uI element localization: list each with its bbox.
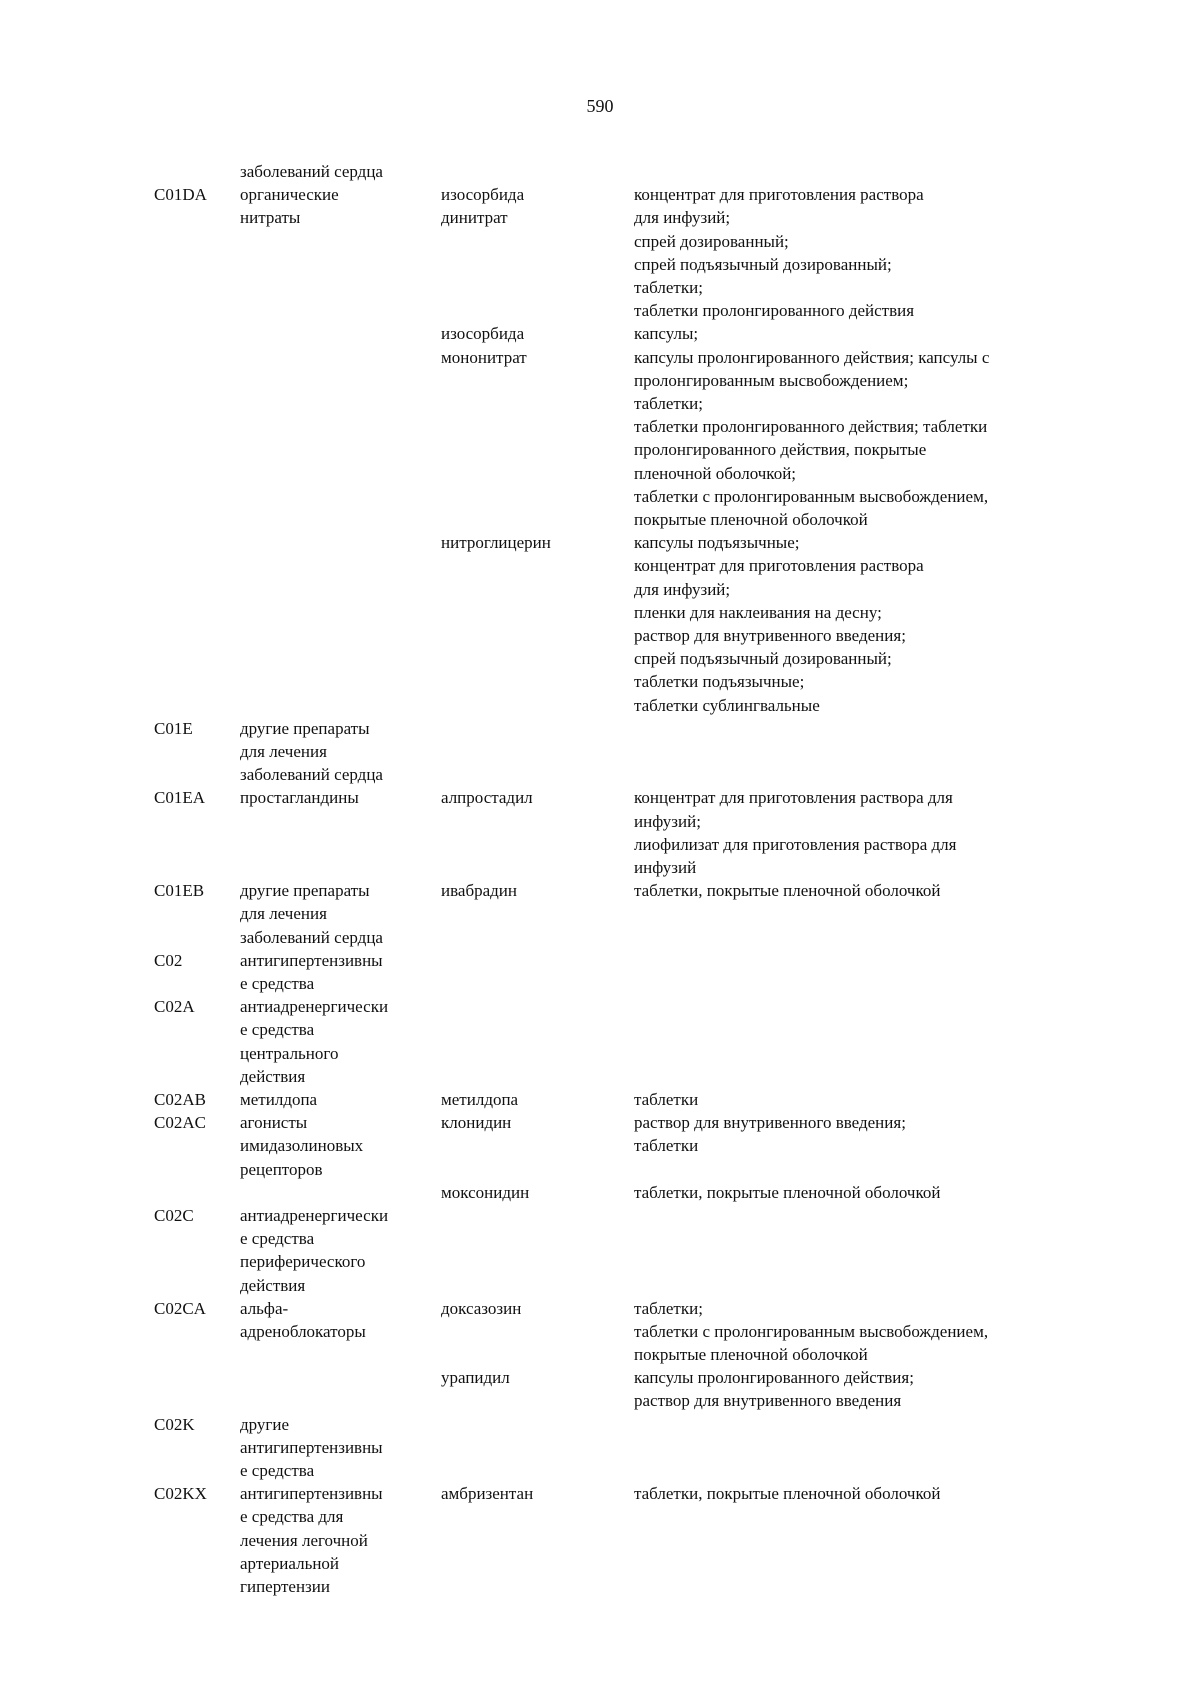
dosage-form: раствор для внутривенного введения; [634,625,906,645]
atc-group-name: простагландины [240,788,359,808]
table-row [0,949,1200,995]
atc-group-name: органические [240,185,339,205]
atc-group-name: антигипертензивны [240,1437,383,1457]
table-row [0,717,1200,787]
dosage-form: таблетки сублингвальные [634,695,820,715]
dosage-form: таблетки пролонгированного действия; таблетки [634,417,988,437]
atc-group-name: заболеваний сердца [240,927,383,947]
atc-group-name: другие препараты [240,881,370,901]
table-row [0,786,1200,879]
table-row [0,531,1200,717]
atc-group-name: для лечения [240,741,327,761]
table-row [0,1482,1200,1598]
atc-group-name: адреноблокаторы [240,1321,366,1341]
atc-group-name: е средства для [240,1507,344,1527]
atc-group-name: антигипертензивны [240,950,383,970]
atc-group-name: альфа- [240,1298,289,1318]
atc-group-name: центрального [240,1043,339,1063]
drug-name: метилдопа [441,1089,519,1109]
dosage-form: капсулы; [634,324,699,344]
dosage-form: таблетки [634,1136,699,1156]
dosage-form: пленочной оболочкой; [634,463,797,483]
atc-code: C02C [154,1205,194,1225]
dosage-form: таблетки; [634,393,703,413]
atc-group-name: нитраты [240,208,301,228]
table-row [0,160,1200,183]
atc-group-name: метилдопа [240,1089,318,1109]
dosage-form: лиофилизат для приготовления раствора для [634,834,957,854]
table-row [0,1088,1200,1111]
dosage-form: таблетки, покрытые пленочной оболочкой [634,1182,941,1202]
atc-code: C02AC [154,1113,206,1133]
dosage-form: пленки для наклеивания на десну; [634,602,882,622]
drug-name: алпростадил [441,788,533,808]
atc-group-name: лечения легочной [240,1530,368,1550]
atc-code: C02A [154,997,195,1017]
drug-name: динитрат [441,208,508,228]
atc-group-name: заболеваний сердца [240,765,383,785]
atc-code: C02AB [154,1089,206,1109]
drug-name: амбризентан [441,1484,534,1504]
dosage-form: таблетки, покрытые пленочной оболочкой [634,881,941,901]
table-row [0,879,1200,949]
atc-group-name: артериальной [240,1553,340,1573]
atc-code: C02CA [154,1298,206,1318]
atc-group-name: е средства [240,1461,315,1481]
drug-classification-table [0,160,1200,1598]
atc-code: C02 [154,950,183,970]
dosage-form: инфузий [634,857,697,877]
atc-group-name: действия [240,1066,306,1086]
dosage-form: таблетки с пролонгированным высвобождением, [634,1321,989,1341]
drug-name: мононитрат [441,347,527,367]
atc-group-name: антиадренергически [240,1205,389,1225]
dosage-form: капсулы подъязычные; [634,533,800,553]
dosage-form: таблетки с пролонгированным высвобождением, [634,486,989,506]
drug-name: изосорбида [441,324,525,344]
atc-group-name: антиадренергически [240,997,389,1017]
atc-group-name: е средства [240,1229,315,1249]
dosage-form: таблетки, покрытые пленочной оболочкой [634,1484,941,1504]
table-row [0,1181,1200,1204]
drug-name: доксазозин [441,1298,522,1318]
atc-group-name: агонисты [240,1113,308,1133]
dosage-form: раствор для внутривенного введения; [634,1113,906,1133]
dosage-form: капсулы пролонгированного действия; [634,1368,914,1388]
dosage-form: таблетки подъязычные; [634,672,805,692]
drug-name: ивабрадин [441,881,517,901]
atc-group-name: действия [240,1275,306,1295]
dosage-form: спрей подъязычный дозированный; [634,254,892,274]
atc-group-name: рецепторов [240,1159,323,1179]
drug-name: изосорбида [441,185,525,205]
table-row [0,1204,1200,1297]
drug-name: нитроглицерин [441,533,551,553]
dosage-form: для инфузий; [634,208,731,228]
dosage-form: покрытые пленочной оболочкой [634,1345,868,1365]
dosage-form: таблетки [634,1089,699,1109]
dosage-form: покрытые пленочной оболочкой [634,509,868,529]
dosage-form: капсулы пролонгированного действия; капсулы с [634,347,990,367]
drug-name: клонидин [441,1113,512,1133]
atc-group-name: гипертензии [240,1577,330,1597]
atc-code: C01E [154,718,193,738]
atc-group-name: периферического [240,1252,366,1272]
page-number: 590 [586,96,614,116]
dosage-form: таблетки; [634,277,703,297]
atc-code: C02K [154,1414,195,1434]
dosage-form: пролонгированным высвобождением; [634,370,909,390]
dosage-form: инфузий; [634,811,701,831]
atc-group-name: другие [240,1414,290,1434]
dosage-form: таблетки; [634,1298,703,1318]
dosage-form: раствор для внутривенного введения [634,1391,902,1411]
dosage-form: концентрат для приготовления раствора для [634,788,953,808]
drug-name: моксонидин [441,1182,530,1202]
atc-group-name: другие препараты [240,718,370,738]
atc-group-name: заболеваний сердца [240,162,383,181]
table-row [0,183,1200,322]
dosage-form: концентрат для приготовления раствора [634,556,924,576]
dosage-form: спрей дозированный; [634,231,789,251]
table-row [0,1366,1200,1412]
atc-code: C01DA [154,185,207,205]
dosage-form: для инфузий; [634,579,731,599]
dosage-form: спрей подъязычный дозированный; [634,649,892,669]
atc-group-name: для лечения [240,904,327,924]
atc-group-name: имидазолиновых [240,1136,364,1156]
atc-code: C02KX [154,1484,207,1504]
atc-group-name: е средства [240,973,315,993]
atc-group-name: антигипертензивны [240,1484,383,1504]
drug-name: урапидил [441,1368,510,1388]
table-row [0,1413,1200,1483]
table-row [0,1297,1200,1367]
table-row [0,1111,1200,1181]
atc-code: C01EA [154,788,205,808]
table-row [0,995,1200,1088]
dosage-form: таблетки пролонгированного действия [634,301,915,321]
table-row [0,322,1200,531]
dosage-form: пролонгированного действия, покрытые [634,440,927,460]
atc-code: C01EB [154,881,205,901]
atc-group-name: е средства [240,1020,315,1040]
dosage-form: концентрат для приготовления раствора [634,185,924,205]
